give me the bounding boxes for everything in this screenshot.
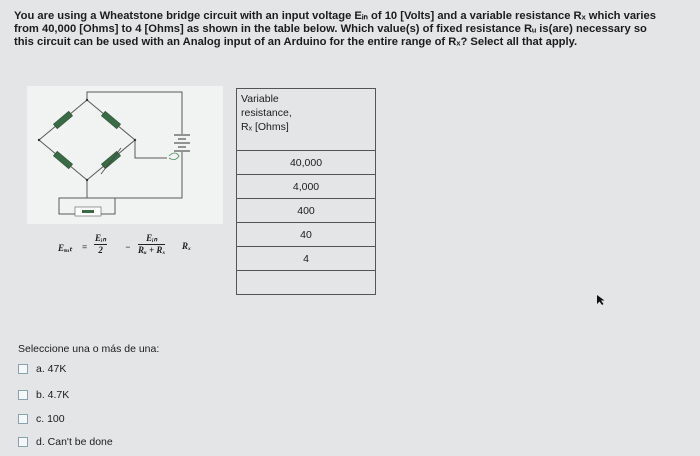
- option-a-checkbox[interactable]: [18, 364, 28, 374]
- bottom-component-element: [82, 210, 94, 213]
- answer-prompt: Seleccione una o más de una:: [18, 343, 160, 355]
- table-cell: 400: [237, 199, 376, 223]
- option-a-label: a. 47K: [36, 363, 67, 375]
- table-header-line-1: Variable: [241, 93, 279, 105]
- formula-fraction-1-numerator: Eᵢₙ: [95, 233, 107, 243]
- formula-fraction-2-denominator: Rᵤ + Rₓ: [138, 245, 166, 255]
- formula-rx: Rₓ: [182, 241, 192, 251]
- formula-minus: −: [125, 242, 131, 252]
- resistor-r3: [53, 151, 72, 168]
- bridge-circuit-svg: [27, 86, 223, 224]
- table-row: [237, 247, 376, 271]
- option-c-label: c. 100: [36, 413, 65, 425]
- question-text: [14, 10, 690, 49]
- question-line-1: You are using a Wheatstone bridge circuit with an input voltage Eᵢₙ of 10 [Volts] and a variable resistance Rₓ which varies: [14, 10, 656, 22]
- option-b-label: b. 4.7K: [36, 389, 70, 401]
- wire-output: [135, 140, 167, 158]
- formula-fraction-1-denominator: 2: [98, 245, 103, 255]
- output-terminal-icon: [169, 153, 179, 160]
- table-row: [237, 151, 376, 175]
- table-row: [237, 271, 376, 295]
- variable-resistor-arrow: [101, 148, 121, 174]
- table-row: [237, 223, 376, 247]
- resistor-r2: [101, 111, 120, 128]
- node-top: [86, 99, 88, 101]
- wire-top-to-source: [87, 92, 182, 134]
- formula-fraction-1: [94, 233, 107, 255]
- bridge-output-formula: [58, 233, 208, 263]
- formula-eout: Eₒᵤₜ: [58, 243, 72, 253]
- voltage-source-icon: [174, 135, 190, 151]
- resistance-table: [236, 88, 376, 295]
- resistor-rx: [101, 151, 120, 168]
- table-cell: 40,000: [237, 151, 376, 175]
- table-cell: 4: [237, 247, 376, 271]
- table-header-line-3: Rₓ [Ohms]: [241, 121, 289, 133]
- table-cell: [237, 271, 376, 295]
- table-header-cell: [237, 89, 376, 151]
- option-b-checkbox[interactable]: [18, 390, 28, 400]
- option-d-checkbox[interactable]: [18, 437, 28, 447]
- formula-equals: =: [82, 242, 88, 252]
- table-header-row: [237, 89, 376, 151]
- option-c-checkbox[interactable]: [18, 414, 28, 424]
- table-row: [237, 175, 376, 199]
- option-a[interactable]: [18, 363, 66, 375]
- formula-fraction-2-numerator: Eᵢₙ: [138, 233, 165, 245]
- table-row: [237, 199, 376, 223]
- wheatstone-bridge-diagram: [27, 86, 223, 224]
- mouse-cursor-icon: [596, 294, 606, 306]
- node-left: [38, 139, 40, 141]
- node-bottom: [86, 179, 88, 181]
- question-line-2: from 40,000 [Ohms] to 4 [Ohms] as shown in the table below. Which value(s) of fixed resistance Rᵤ is(are) necessary so: [14, 23, 647, 35]
- option-c[interactable]: [18, 413, 65, 425]
- question-line-3: this circuit can be used with an Analog input of an Arduino for the entire range of Rₓ? Select all that apply.: [14, 36, 578, 48]
- table-header-line-2: resistance,: [241, 107, 292, 119]
- node-right: [134, 139, 136, 141]
- resistor-r1: [53, 111, 72, 128]
- option-b[interactable]: [18, 389, 69, 401]
- table-cell: 4,000: [237, 175, 376, 199]
- table-cell: 40: [237, 223, 376, 247]
- wire-source-to-bottom: [59, 152, 182, 214]
- formula-fraction-2: [138, 233, 165, 255]
- option-d[interactable]: [18, 436, 113, 448]
- option-d-label: d. Can't be done: [36, 436, 113, 448]
